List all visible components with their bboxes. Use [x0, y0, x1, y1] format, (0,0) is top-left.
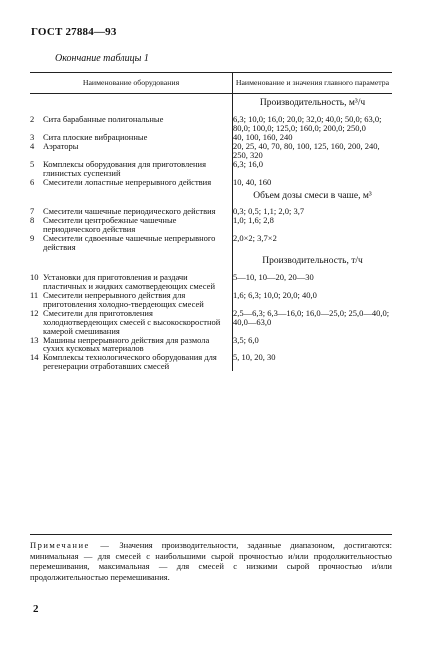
row-number: 6	[30, 176, 35, 187]
parameter-heading-spacer	[30, 187, 233, 208]
col-header-equipment: Наименование оборудования	[30, 73, 233, 94]
parameter-heading: Производительность, т/ч	[262, 256, 363, 267]
parameter-value: 20, 25, 40, 70, 80, 100, 125, 160, 200, 240, 250, 320	[233, 140, 380, 160]
table-row	[30, 291, 392, 309]
parameter-value: 6,3; 10,0; 16,0; 20,0; 32,0; 40,0; 50,0; 63,0; 80,0; 100,0; 125,0; 160,0; 200,0; 250,0	[233, 114, 382, 134]
table-row	[30, 142, 392, 160]
page-number: 2	[33, 603, 39, 615]
table-row	[30, 115, 392, 133]
equipment-cell	[30, 142, 233, 160]
parameter-heading-spacer	[30, 252, 233, 273]
equipment-cell	[30, 336, 233, 354]
equipment-name: Комплексы технологического оборудования для регенерации отработавших смесей	[43, 352, 217, 372]
equipment-name: Машины непрерывного действия для размола сухих кусковых материалов	[43, 334, 210, 354]
parameter-value: 5, 10, 20, 30	[233, 352, 276, 363]
parameter-value: 5—10, 10—20, 20—30	[233, 272, 314, 283]
table-row	[30, 160, 392, 178]
table-row	[30, 309, 392, 336]
table-header-row	[30, 73, 392, 94]
row-number: 8	[30, 215, 35, 226]
equipment-name: Смесители для приготовления холоднотвердеющих смесей с высокоскоростной камерой смешивания	[43, 307, 221, 336]
parameter-heading-row	[30, 187, 392, 208]
equipment-name: Сита барабанные полигональные	[43, 114, 164, 125]
table-row	[30, 353, 392, 371]
parameter-value: 0,3; 0,5; 1,1; 2,0; 3,7	[233, 206, 305, 217]
parameter-value: 10, 40, 160	[233, 176, 272, 187]
parameter-value: 3,5; 6,0	[233, 334, 259, 345]
table-row	[30, 216, 392, 234]
table-note	[30, 534, 392, 583]
row-number: 10	[30, 272, 39, 283]
parameter-heading-row	[30, 94, 392, 115]
equipment-cell	[30, 115, 233, 133]
table-body	[30, 94, 392, 372]
parameter-value: 1,0; 1,6; 2,8	[233, 215, 274, 226]
equipment-cell	[30, 353, 233, 371]
parameter-value: 6,3; 16,0	[233, 158, 263, 169]
parameter-value: 2,0×2; 3,7×2	[233, 233, 277, 244]
equipment-cell	[30, 216, 233, 234]
parameter-heading-spacer	[30, 94, 233, 115]
parameter-heading: Производительность, м³/ч	[259, 98, 366, 109]
equipment-name: Сита плоские вибрационные	[43, 131, 148, 142]
equipment-cell	[30, 178, 233, 187]
equipment-name: Смесители лопастные непрерывного действия	[43, 176, 212, 187]
row-number: 12	[30, 307, 39, 318]
row-number: 2	[30, 114, 35, 125]
parameter-value: 1,6; 6,3; 10,0; 20,0; 40,0	[233, 289, 317, 300]
table-row	[30, 234, 392, 252]
equipment-cell	[30, 291, 233, 309]
equipment-name: Смесители центробежные чашечные периодического действия	[43, 215, 177, 235]
row-number: 3	[30, 131, 35, 142]
equipment-name: Аэраторы	[43, 140, 79, 151]
equipment-name: Смесители чашечные периодического действия	[43, 206, 216, 217]
document-code: ГОСТ 27884—93	[31, 26, 117, 38]
equipment-name: Смесители сдвоенные чашечные непрерывного действия	[43, 233, 216, 253]
parameter-value: 40, 100, 160, 240	[233, 131, 293, 142]
parameter-value: 2,5—6,3; 6,3—16,0; 16,0—25,0; 25,0—40,0; 40,0—63,0	[233, 307, 390, 327]
row-number: 5	[30, 158, 35, 169]
table-row	[30, 336, 392, 354]
note-lead: Примечание —	[30, 540, 111, 550]
table-row	[30, 273, 392, 291]
equipment-cell	[30, 234, 233, 252]
equipment-name: Установки для приготовления и раздачи пластичных и жидких самотвердеющих смесей	[43, 272, 215, 291]
row-number: 11	[30, 289, 39, 300]
row-number: 4	[30, 140, 35, 151]
row-number: 13	[30, 334, 39, 345]
equipment-name: Смесители непрерывного действия для приготовления холодно-твердеющих смесей	[43, 289, 204, 309]
row-number: 9	[30, 233, 35, 244]
equipment-cell	[30, 309, 233, 336]
equipment-table	[30, 72, 392, 371]
equipment-cell	[30, 160, 233, 178]
table-continuation-caption: Окончание таблицы 1	[55, 53, 149, 64]
row-number: 14	[30, 352, 39, 363]
note-text: Значения производительности, заданные диапазоном, достигаются: минимальная — для смесей с наибольшими сырой прочностью и/или продолжительностью перемешивания, максимальная — для смесей с низкими сырой прочностью и/или продолжительностью перемешивания.	[30, 540, 393, 582]
parameter-heading-row	[30, 252, 392, 273]
row-number: 7	[30, 206, 35, 217]
table-row	[30, 178, 392, 187]
col-header-parameter: Наименование и значения главного параметра	[233, 73, 393, 94]
equipment-name: Комплексы оборудования для приготовления глинистых суспензий	[43, 158, 206, 178]
equipment-cell	[30, 273, 233, 291]
parameter-heading: Объем дозы смеси в чаше, м³	[253, 190, 372, 201]
